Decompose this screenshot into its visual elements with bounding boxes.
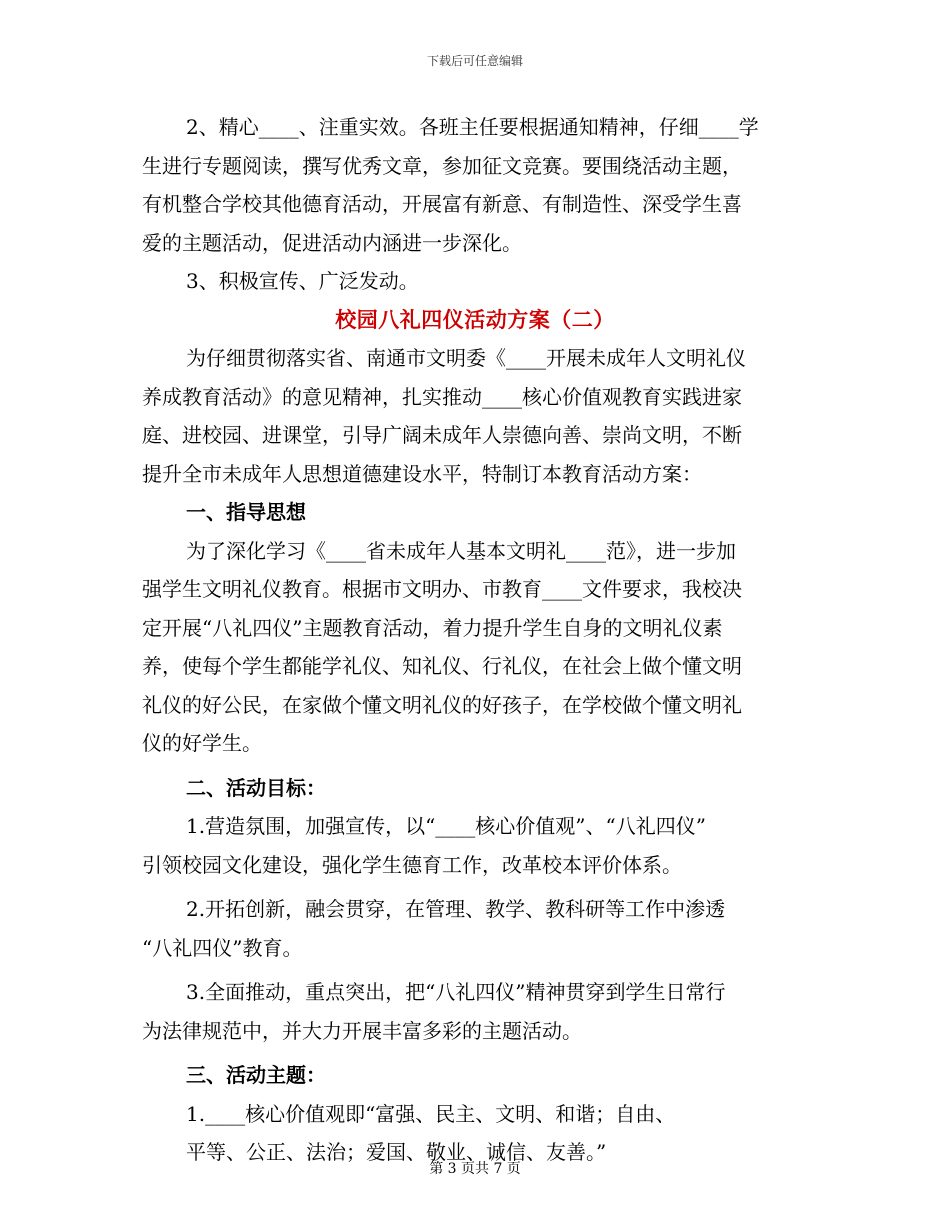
paragraph-line: 定开展“八礼四仪”主题教育活动，着力提升学生自身的文明礼仪素 — [142, 615, 723, 640]
paragraph-line: “八礼四仪”教育。 — [142, 935, 303, 960]
paragraph-line: 养成教育活动》的意见精神，扎实推动____核心价值观教育实践进家 — [142, 384, 742, 409]
paragraph-line: 2、精心____、注重实效。各班主任要根据通知精神，仔细____学 — [186, 115, 759, 139]
paragraph-line: 为法律规范中，并大力开展丰富多彩的主题活动。 — [142, 1018, 582, 1043]
paragraph-line: 为了深化学习《____省未成年人基本文明礼____范》，进一步加 — [186, 538, 736, 563]
paragraph-line: 养，使每个学生都能学礼仪、知礼仪、行礼仪，在社会上做个懂文明 — [142, 654, 742, 678]
paragraph-line: 强学生文明礼仪教育。根据市文明办、市教育____文件要求，我校决 — [142, 577, 742, 601]
paragraph-line: 提升全市未成年人思想道德建设水平，特制订本教育活动方案： — [142, 461, 702, 486]
paragraph-line: 1.____核心价值观即“富强、民主、文明、和谐；自由、 — [186, 1101, 676, 1126]
paragraph-line: 平等、公正、法治；爱国、敬业、诚信、友善。” — [186, 1140, 607, 1164]
paragraph-line: 爱的主题活动，促进活动内涵进一步深化。 — [142, 230, 522, 255]
paragraph-line: 1.营造氛围，加强宣传，以“____核心价值观”、“八礼四仪” — [186, 814, 706, 838]
paragraph-line: 礼仪的好公民，在家做个懂文明礼仪的好孩子，在学校做个懂文明礼 — [142, 692, 742, 717]
heading-activity-theme: 三、活动主题： — [186, 1063, 326, 1087]
paragraph-line: 为仔细贯彻落实省、南通市文明委《____开展未成年人文明礼仪 — [186, 346, 746, 370]
heading-guiding-thought: 一、指导思想 — [186, 500, 306, 524]
page-header: 下载后可任意编辑 — [426, 54, 523, 68]
paragraph-line: 有机整合学校其他德育活动，开展富有新意、有制造性、深受学生喜 — [142, 192, 742, 216]
paragraph-line: 3、积极宣传、广泛发动。 — [186, 269, 419, 293]
paragraph-line: 3.全面推动，重点突出，把“八礼四仪”精神贯穿到学生日常行 — [186, 980, 726, 1004]
heading-activity-goals: 二、活动目标： — [186, 775, 326, 800]
section-title: 校园八礼四仪活动方案（二） — [335, 306, 615, 332]
paragraph-line: 生进行专题阅读，撰写优秀文章，参加征文竞赛。要围绕活动主题， — [142, 153, 742, 178]
paragraph-line: 引领校园文化建设，强化学生德育工作，改革校本评价体系。 — [142, 852, 682, 877]
page-footer: 第 3 页共 7 页 — [429, 1161, 521, 1177]
paragraph-line: 2.开拓创新，融会贯穿，在管理、教学、教科研等工作中渗透 — [186, 897, 726, 921]
paragraph-line: 仪的好学生。 — [142, 731, 262, 755]
document-body — [142, 108, 808, 1172]
paragraph-line: 庭、进校园、进课堂，引导广阔未成年人崇德向善、崇尚文明，不断 — [142, 423, 742, 447]
